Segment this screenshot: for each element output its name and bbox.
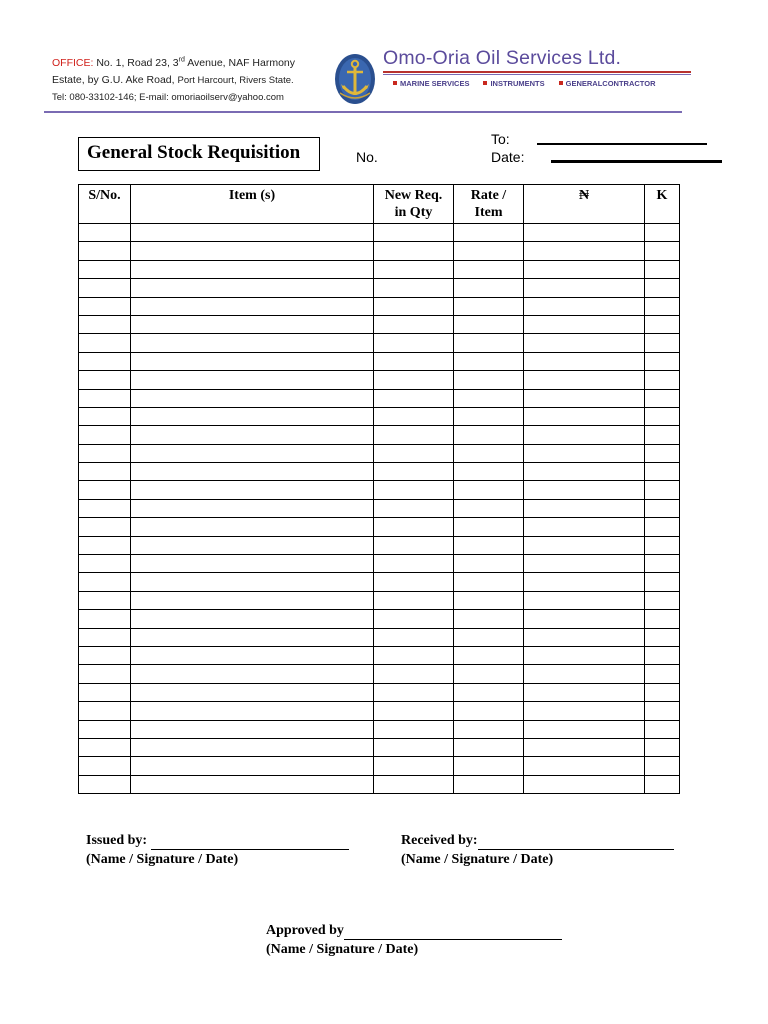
table-cell[interactable] [374, 371, 454, 389]
table-cell[interactable] [374, 683, 454, 701]
table-cell[interactable] [79, 463, 131, 481]
table-cell[interactable] [645, 628, 680, 646]
table-cell[interactable] [524, 738, 645, 756]
table-cell[interactable] [645, 499, 680, 517]
table-cell[interactable] [645, 297, 680, 315]
table-cell[interactable] [645, 315, 680, 333]
table-cell[interactable] [524, 775, 645, 793]
approved-by-block [266, 921, 562, 959]
table-cell[interactable] [524, 463, 645, 481]
table-cell[interactable] [524, 536, 645, 554]
table-cell[interactable] [524, 610, 645, 628]
table-cell[interactable] [454, 665, 524, 683]
table-cell[interactable] [131, 444, 374, 462]
company-rule-red [383, 71, 691, 73]
form-title: General Stock Requisition [78, 137, 320, 171]
table-cell[interactable] [79, 242, 131, 260]
table-cell[interactable] [79, 279, 131, 297]
table-row [79, 389, 680, 407]
table-cell[interactable] [79, 407, 131, 425]
table-cell[interactable] [374, 426, 454, 444]
table-row [79, 683, 680, 701]
table-row [79, 444, 680, 462]
table-cell[interactable] [454, 224, 524, 242]
table-cell[interactable] [79, 352, 131, 370]
table-cell[interactable] [374, 536, 454, 554]
issued-by-label: Issued by: [86, 833, 148, 848]
table-row [79, 628, 680, 646]
table-cell[interactable] [645, 683, 680, 701]
table-cell[interactable] [374, 224, 454, 242]
table-cell[interactable] [454, 536, 524, 554]
table-cell[interactable] [131, 334, 374, 352]
table-cell[interactable] [524, 591, 645, 609]
table-cell[interactable] [524, 389, 645, 407]
approved-by-line[interactable] [344, 925, 562, 940]
table-cell[interactable] [131, 315, 374, 333]
table-row [79, 536, 680, 554]
table-cell[interactable] [454, 463, 524, 481]
table-cell[interactable] [374, 499, 454, 517]
table-row [79, 279, 680, 297]
table-cell[interactable] [454, 518, 524, 536]
office-line-2 [52, 72, 332, 89]
table-cell[interactable] [645, 573, 680, 591]
table-cell[interactable] [374, 702, 454, 720]
table-cell[interactable] [131, 555, 374, 573]
table-cell[interactable] [524, 224, 645, 242]
table-cell[interactable] [524, 665, 645, 683]
table-cell[interactable] [79, 757, 131, 775]
office-line-1-sup: rd [178, 56, 185, 64]
header-items: Item (s) [131, 185, 374, 224]
table-cell[interactable] [79, 738, 131, 756]
table-cell[interactable] [79, 702, 131, 720]
table-cell[interactable] [79, 297, 131, 315]
table-cell[interactable] [374, 646, 454, 664]
table-cell[interactable] [454, 738, 524, 756]
header-kobo: K [645, 185, 680, 224]
table-cell[interactable] [524, 260, 645, 278]
table-cell[interactable] [454, 646, 524, 664]
table-cell[interactable] [79, 315, 131, 333]
table-cell[interactable] [524, 628, 645, 646]
table-row [79, 555, 680, 573]
table-header-row [79, 185, 680, 224]
table-cell[interactable] [524, 279, 645, 297]
table-cell[interactable] [374, 738, 454, 756]
table-cell[interactable] [131, 260, 374, 278]
table-cell[interactable] [645, 610, 680, 628]
table-cell[interactable] [79, 334, 131, 352]
table-cell[interactable] [645, 389, 680, 407]
table-cell[interactable] [454, 775, 524, 793]
table-cell[interactable] [645, 665, 680, 683]
table-row [79, 407, 680, 425]
table-cell[interactable] [454, 389, 524, 407]
table-cell[interactable] [374, 444, 454, 462]
table-cell[interactable] [454, 683, 524, 701]
table-cell[interactable] [645, 279, 680, 297]
table-cell[interactable] [131, 702, 374, 720]
table-cell[interactable] [454, 371, 524, 389]
table-cell[interactable] [374, 407, 454, 425]
table-row [79, 334, 680, 352]
table-cell[interactable] [79, 389, 131, 407]
table-cell[interactable] [131, 389, 374, 407]
services-list [393, 79, 693, 88]
table-cell[interactable] [454, 591, 524, 609]
table-cell[interactable] [131, 757, 374, 775]
table-cell[interactable] [645, 352, 680, 370]
table-cell[interactable] [131, 646, 374, 664]
table-cell[interactable] [524, 702, 645, 720]
header-naira: ₦ [524, 185, 645, 224]
header-serial: S/No. [79, 185, 131, 224]
table-row [79, 720, 680, 738]
table-cell[interactable] [454, 702, 524, 720]
table-cell[interactable] [524, 481, 645, 499]
received-by-block [401, 831, 674, 869]
office-line-2b: Port Harcourt, Rivers State. [177, 75, 294, 86]
form-number-label: No. [356, 149, 378, 165]
table-cell[interactable] [79, 610, 131, 628]
table-cell[interactable] [131, 407, 374, 425]
date-field-line[interactable] [551, 160, 722, 163]
table-cell[interactable] [645, 407, 680, 425]
table-cell[interactable] [374, 665, 454, 683]
table-cell[interactable] [131, 683, 374, 701]
table-cell[interactable] [131, 720, 374, 738]
table-cell[interactable] [79, 573, 131, 591]
office-contact: Tel: 080-33102-146; E-mail: omoriaoilserv@yahoo.com [52, 92, 284, 103]
table-cell[interactable] [374, 628, 454, 646]
table-cell[interactable] [645, 334, 680, 352]
requisition-table [78, 184, 680, 794]
table-cell[interactable] [79, 683, 131, 701]
table-cell[interactable] [374, 352, 454, 370]
table-row [79, 426, 680, 444]
table-cell[interactable] [645, 720, 680, 738]
table-row [79, 224, 680, 242]
table-cell[interactable] [645, 518, 680, 536]
table-cell[interactable] [524, 371, 645, 389]
table-cell[interactable] [524, 683, 645, 701]
table-cell[interactable] [454, 315, 524, 333]
table-cell[interactable] [645, 702, 680, 720]
table-cell[interactable] [374, 334, 454, 352]
table-cell[interactable] [645, 371, 680, 389]
table-cell[interactable] [645, 536, 680, 554]
service-instruments: INSTRUMENTS [483, 79, 544, 88]
table-cell[interactable] [454, 426, 524, 444]
table-cell[interactable] [79, 646, 131, 664]
table-cell[interactable] [131, 242, 374, 260]
table-cell[interactable] [374, 720, 454, 738]
table-cell[interactable] [454, 757, 524, 775]
table-cell[interactable] [454, 499, 524, 517]
table-cell[interactable] [374, 518, 454, 536]
service-marine: MARINE SERVICES [393, 79, 469, 88]
table-cell[interactable] [524, 444, 645, 462]
table-cell[interactable] [524, 720, 645, 738]
table-cell[interactable] [131, 426, 374, 444]
table-cell[interactable] [454, 334, 524, 352]
table-cell[interactable] [131, 279, 374, 297]
table-row [79, 757, 680, 775]
table-cell[interactable] [454, 444, 524, 462]
table-cell[interactable] [79, 426, 131, 444]
office-address [52, 55, 332, 106]
to-field-line[interactable] [537, 143, 707, 145]
table-cell[interactable] [524, 242, 645, 260]
company-rule-purple [383, 74, 691, 75]
office-line-1a: No. 1, Road 23, 3 [96, 57, 179, 69]
table-cell[interactable] [374, 555, 454, 573]
table-cell[interactable] [374, 389, 454, 407]
table-cell[interactable] [131, 610, 374, 628]
table-cell[interactable] [454, 279, 524, 297]
table-body [79, 224, 680, 794]
issued-by-subtext: (Name / Signature / Date) [86, 852, 239, 867]
header-new-req-qty: New Req. in Qty [374, 185, 454, 224]
table-row [79, 315, 680, 333]
office-line-1b: Avenue, NAF Harmony [187, 57, 296, 69]
table-cell[interactable] [79, 481, 131, 499]
table-cell[interactable] [374, 481, 454, 499]
table-row [79, 665, 680, 683]
header-divider [44, 111, 682, 113]
table-cell[interactable] [645, 260, 680, 278]
table-cell[interactable] [131, 481, 374, 499]
table-cell[interactable] [454, 242, 524, 260]
table-cell[interactable] [524, 499, 645, 517]
table-cell[interactable] [645, 463, 680, 481]
table-cell[interactable] [79, 499, 131, 517]
table-cell[interactable] [79, 628, 131, 646]
table-cell[interactable] [131, 352, 374, 370]
table-cell[interactable] [79, 260, 131, 278]
company-name: Omo-Oria Oil Services Ltd. [383, 47, 622, 69]
table-row [79, 775, 680, 793]
table-cell[interactable] [524, 518, 645, 536]
table-cell[interactable] [524, 646, 645, 664]
table-cell[interactable] [131, 463, 374, 481]
table-row [79, 591, 680, 609]
anchor-emblem-icon [334, 53, 376, 105]
table-row [79, 499, 680, 517]
table-cell[interactable] [79, 536, 131, 554]
table-row [79, 463, 680, 481]
table-cell[interactable] [374, 573, 454, 591]
table-cell[interactable] [374, 775, 454, 793]
table-cell[interactable] [645, 738, 680, 756]
table-row [79, 702, 680, 720]
table-row [79, 481, 680, 499]
table-cell[interactable] [79, 444, 131, 462]
table-cell[interactable] [454, 573, 524, 591]
table-cell[interactable] [524, 315, 645, 333]
table-cell[interactable] [454, 555, 524, 573]
table-cell[interactable] [645, 757, 680, 775]
table-cell[interactable] [645, 444, 680, 462]
table-cell[interactable] [79, 518, 131, 536]
table-cell[interactable] [524, 352, 645, 370]
table-cell[interactable] [131, 775, 374, 793]
table-cell[interactable] [454, 720, 524, 738]
table-row [79, 518, 680, 536]
table-row [79, 371, 680, 389]
table-cell[interactable] [524, 407, 645, 425]
table-cell[interactable] [645, 426, 680, 444]
table-cell[interactable] [131, 738, 374, 756]
table-cell[interactable] [454, 628, 524, 646]
table-cell[interactable] [645, 775, 680, 793]
table-cell[interactable] [374, 279, 454, 297]
table-cell[interactable] [524, 573, 645, 591]
issued-by-block [86, 831, 349, 869]
table-cell[interactable] [524, 555, 645, 573]
table-cell[interactable] [131, 224, 374, 242]
table-cell[interactable] [524, 426, 645, 444]
table-cell[interactable] [454, 260, 524, 278]
table-cell[interactable] [524, 334, 645, 352]
table-cell[interactable] [131, 297, 374, 315]
table-cell[interactable] [524, 297, 645, 315]
table-cell[interactable] [374, 610, 454, 628]
table-row [79, 573, 680, 591]
table-cell[interactable] [374, 591, 454, 609]
table-cell[interactable] [131, 573, 374, 591]
received-by-subtext: (Name / Signature / Date) [401, 852, 554, 867]
issued-by-line[interactable] [151, 835, 349, 850]
received-by-label: Received by: [401, 833, 478, 848]
table-cell[interactable] [79, 775, 131, 793]
table-cell[interactable] [79, 591, 131, 609]
table-cell[interactable] [374, 260, 454, 278]
table-cell[interactable] [79, 371, 131, 389]
table-cell[interactable] [131, 536, 374, 554]
table-cell[interactable] [79, 224, 131, 242]
table-cell[interactable] [454, 352, 524, 370]
table-row [79, 738, 680, 756]
table-cell[interactable] [645, 481, 680, 499]
table-cell[interactable] [131, 665, 374, 683]
date-label: Date: [491, 149, 525, 165]
office-line-2a: Estate, by G.U. Ake Road, [52, 74, 175, 86]
table-cell[interactable] [645, 224, 680, 242]
table-row [79, 297, 680, 315]
table-cell[interactable] [645, 242, 680, 260]
office-label: OFFICE: [52, 57, 94, 69]
service-contractor: GENERALCONTRACTOR [559, 79, 656, 88]
table-cell[interactable] [454, 407, 524, 425]
table-cell[interactable] [454, 610, 524, 628]
table-cell[interactable] [374, 757, 454, 775]
table-row [79, 352, 680, 370]
office-line-1 [52, 55, 332, 72]
table-cell[interactable] [645, 555, 680, 573]
approved-by-label: Approved by [266, 923, 344, 938]
table-cell[interactable] [79, 720, 131, 738]
to-label: To: [491, 131, 510, 147]
table-row [79, 610, 680, 628]
table-cell[interactable] [645, 591, 680, 609]
table-cell[interactable] [374, 242, 454, 260]
table-cell[interactable] [374, 315, 454, 333]
table-cell[interactable] [79, 665, 131, 683]
table-cell[interactable] [524, 757, 645, 775]
table-cell[interactable] [131, 371, 374, 389]
table-row [79, 242, 680, 260]
table-cell[interactable] [454, 481, 524, 499]
received-by-line[interactable] [478, 835, 674, 850]
table-cell[interactable] [79, 555, 131, 573]
table-cell[interactable] [454, 297, 524, 315]
table-row [79, 260, 680, 278]
table-cell[interactable] [131, 499, 374, 517]
table-cell[interactable] [131, 628, 374, 646]
table-cell[interactable] [645, 646, 680, 664]
header-rate-per-item: Rate / Item [454, 185, 524, 224]
table-row [79, 646, 680, 664]
table-cell[interactable] [374, 297, 454, 315]
table-cell[interactable] [131, 518, 374, 536]
table-cell[interactable] [131, 591, 374, 609]
approved-by-subtext: (Name / Signature / Date) [266, 942, 419, 957]
table-cell[interactable] [374, 463, 454, 481]
